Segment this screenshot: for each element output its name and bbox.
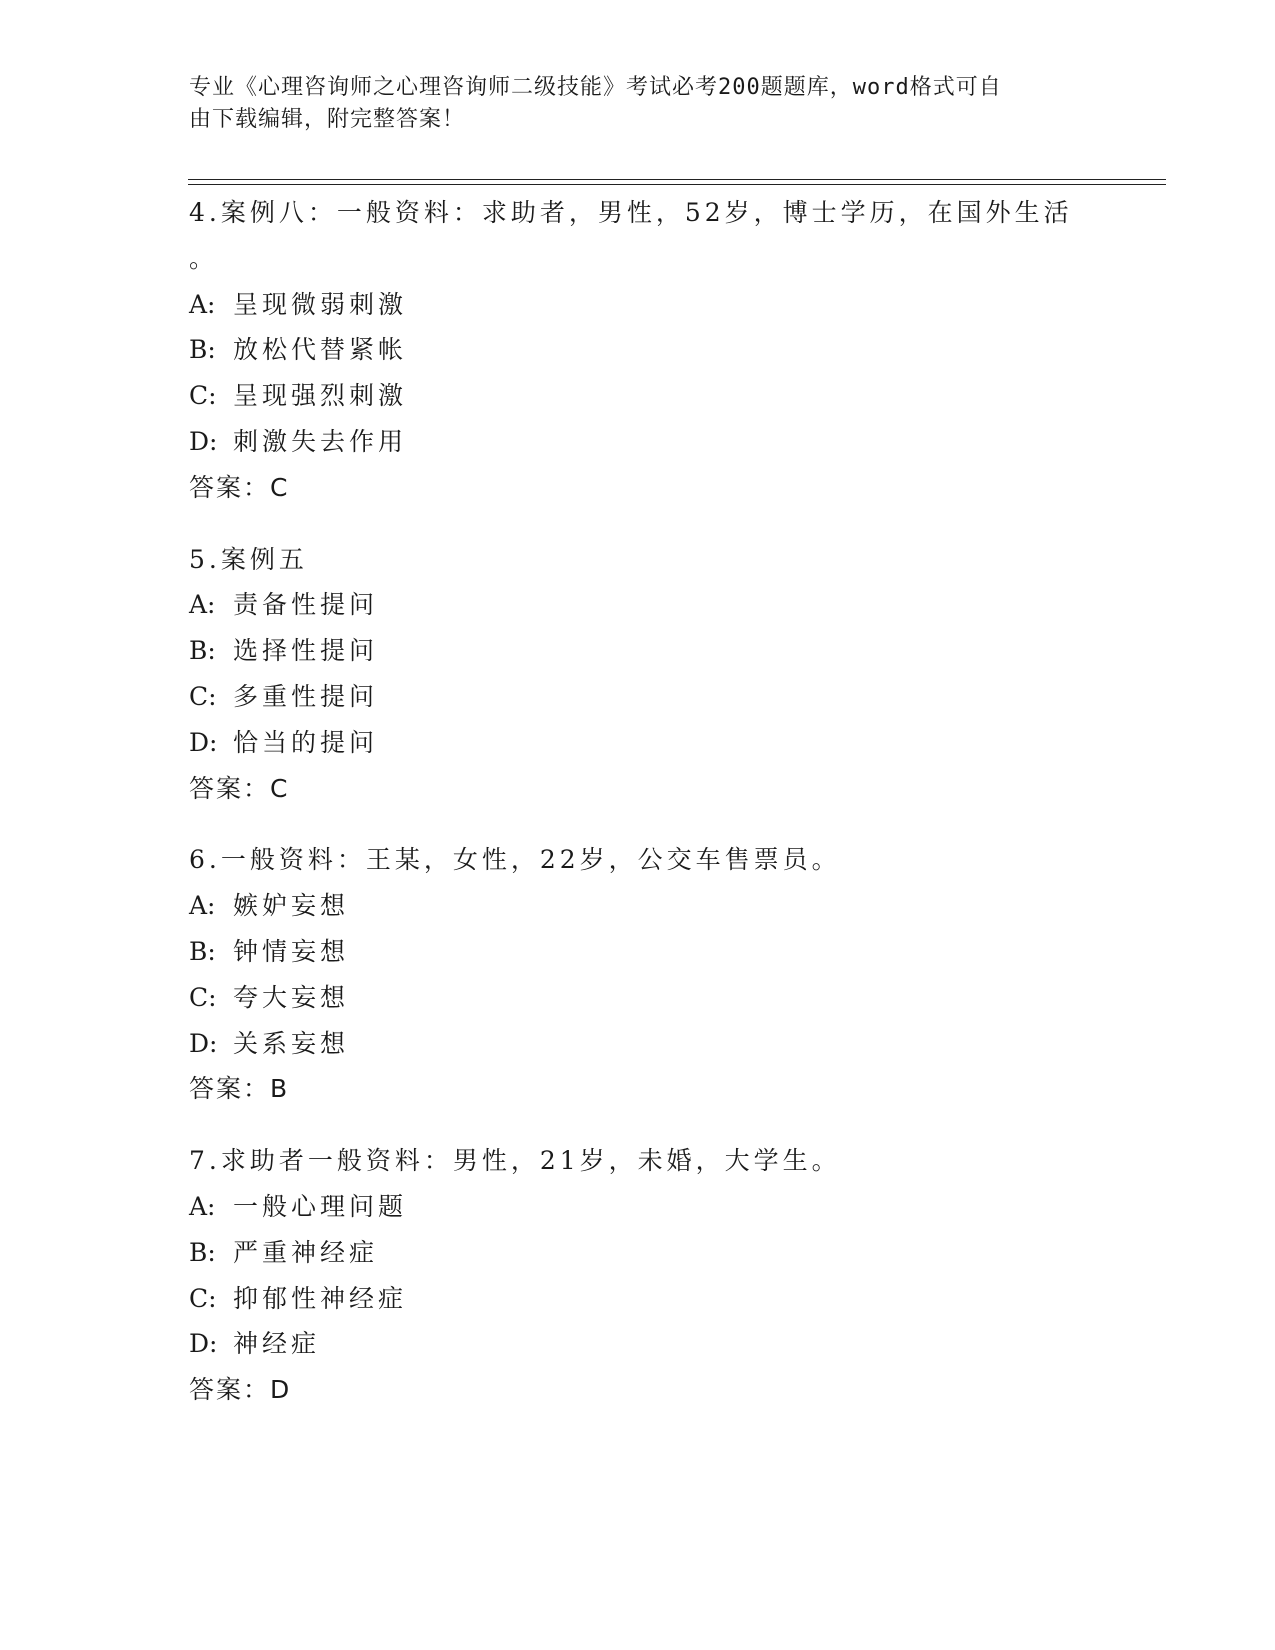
option-key: C: (189, 681, 217, 711)
question-7 (189, 1138, 1089, 1413)
header-divider-top (188, 179, 1166, 180)
option-text: 神经症 (233, 1329, 321, 1359)
option-text: 选择性提问 (233, 636, 379, 666)
option-b (189, 1230, 1089, 1276)
option-b (189, 929, 1089, 975)
option-c (189, 373, 1089, 419)
question-list (189, 190, 1089, 1439)
option-text: 多重性提问 (233, 681, 379, 711)
option-text: 呈现强烈刺激 (233, 381, 408, 411)
option-text: 关系妄想 (233, 1028, 350, 1058)
question-stem-continued: 。 (189, 243, 219, 273)
question-stem: 7.求助者一般资料：男性，21岁，未婚，大学生。 (189, 1146, 841, 1176)
option-b (189, 628, 1089, 674)
header-line-2: 由下载编辑，附完整答案！ (189, 107, 466, 132)
option-text: 抑郁性神经症 (233, 1283, 408, 1313)
option-key: B: (189, 335, 216, 365)
option-c (189, 1276, 1089, 1322)
option-key: A: (189, 289, 216, 319)
option-text: 刺激失去作用 (233, 426, 408, 456)
header-divider-bottom (188, 184, 1166, 185)
option-text: 钟情妄想 (233, 936, 350, 966)
question-4 (189, 190, 1089, 511)
option-c (189, 674, 1089, 720)
option-key: A: (189, 1191, 216, 1221)
option-text: 放松代替紧帐 (233, 335, 408, 365)
option-d (189, 720, 1089, 766)
option-text: 恰当的提问 (233, 727, 379, 757)
option-key: A: (189, 590, 216, 620)
option-key: B: (189, 636, 216, 666)
option-a (189, 1184, 1089, 1230)
answer-line: 答案：C (189, 472, 290, 502)
question-stem: 4.案例八：一般资料：求助者，男性，52岁，博士学历，在国外生活 (189, 198, 1073, 227)
option-text: 责备性提问 (233, 590, 379, 620)
document-header (189, 72, 1069, 136)
option-key: D: (189, 1028, 218, 1058)
option-b (189, 327, 1089, 373)
option-key: B: (189, 936, 216, 966)
question-6 (189, 837, 1089, 1112)
option-d (189, 1321, 1089, 1367)
option-key: D: (189, 1329, 218, 1359)
option-a (189, 582, 1089, 628)
option-text: 呈现微弱刺激 (233, 289, 408, 319)
option-d (189, 419, 1089, 465)
option-key: C: (189, 381, 217, 411)
option-text: 严重神经症 (233, 1237, 379, 1267)
answer-line: 答案：D (189, 1375, 292, 1405)
option-key: B: (189, 1237, 216, 1267)
option-text: 嫉妒妄想 (233, 891, 350, 921)
question-5 (189, 537, 1089, 812)
question-stem: 6.一般资料：王某，女性，22岁，公交车售票员。 (189, 845, 841, 875)
option-key: D: (189, 727, 218, 757)
option-c (189, 975, 1089, 1021)
question-stem: 5.案例五 (189, 544, 308, 574)
option-text: 一般心理问题 (233, 1191, 408, 1221)
option-d (189, 1021, 1089, 1067)
option-a (189, 282, 1089, 328)
option-text: 夸大妄想 (233, 982, 350, 1012)
option-key: A: (189, 891, 216, 921)
header-line-1: 专业《心理咨询师之心理咨询师二级技能》考试必考200题题库，word格式可自 (189, 75, 1002, 100)
option-key: D: (189, 426, 218, 456)
option-key: C: (189, 1283, 217, 1313)
option-a (189, 883, 1089, 929)
answer-line: 答案：B (189, 1074, 290, 1104)
option-key: C: (189, 982, 217, 1012)
answer-line: 答案：C (189, 773, 290, 803)
